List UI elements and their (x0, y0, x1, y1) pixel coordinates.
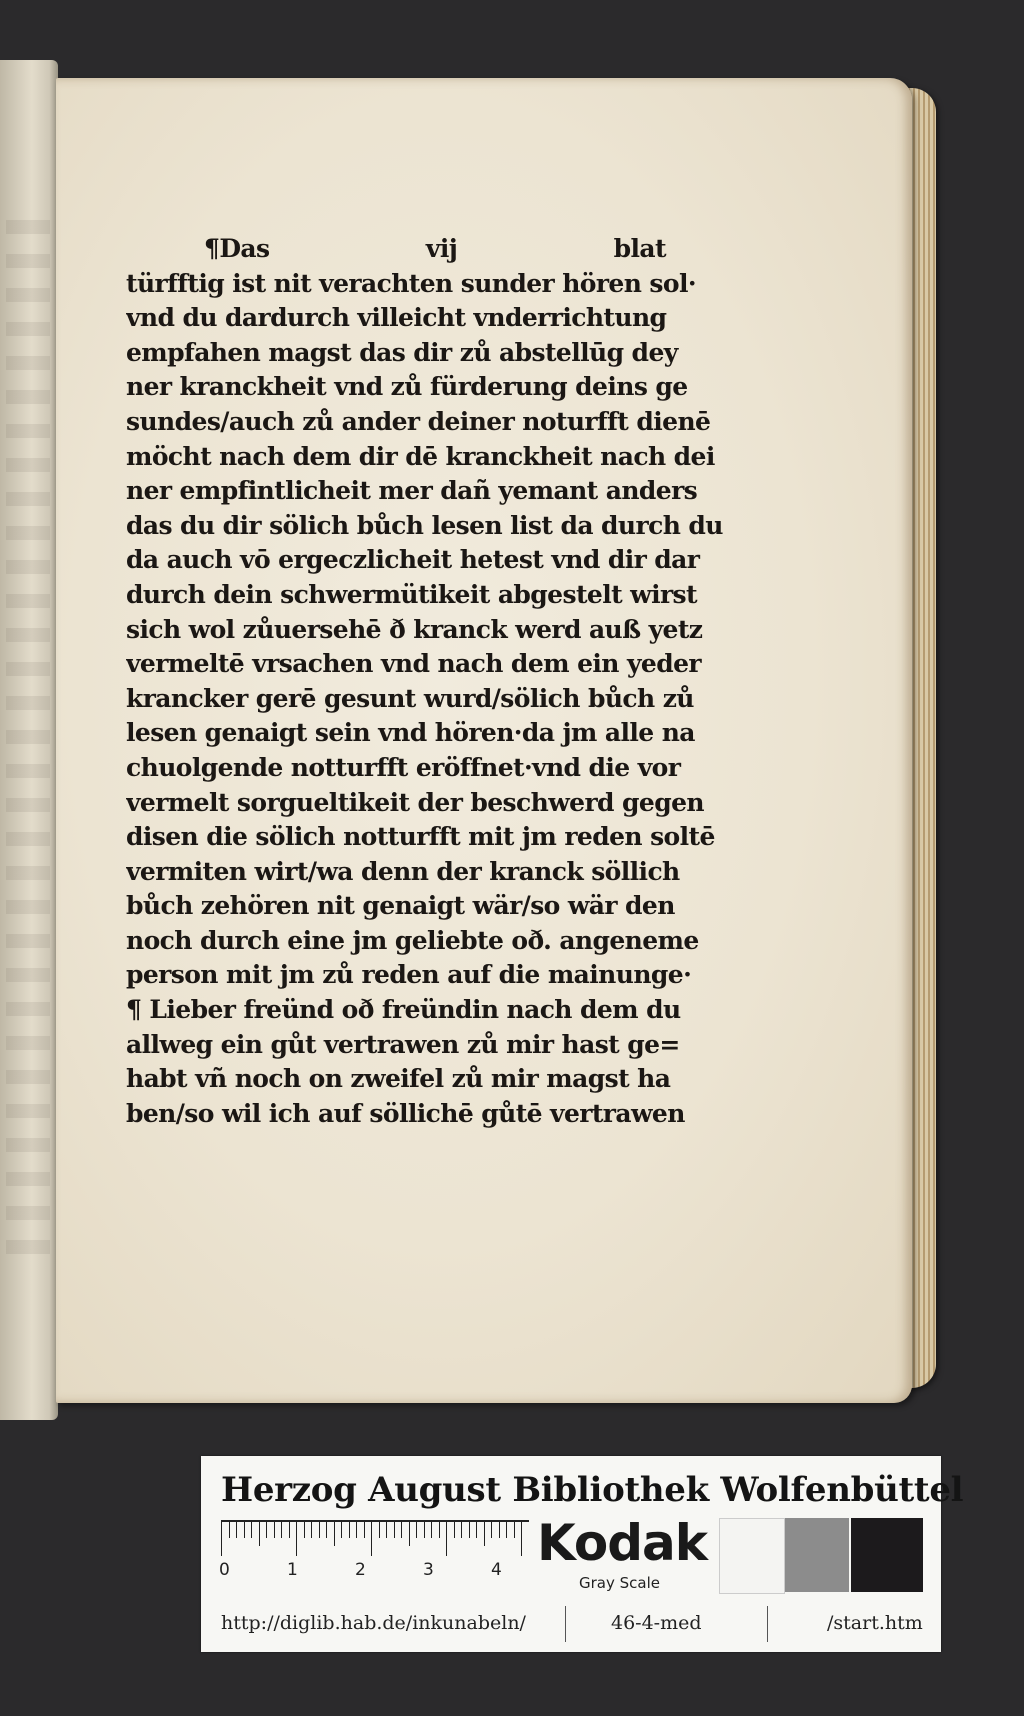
ruler-tick (356, 1520, 357, 1538)
ruler-tick (229, 1520, 230, 1538)
ruler-tick (251, 1520, 252, 1538)
text-line: durch dein schwermütikeit abgestelt wirst (126, 579, 697, 609)
ruler-tick (446, 1520, 447, 1556)
url-suffix: /start.htm (827, 1612, 923, 1634)
ruler-label: 3 (423, 1560, 434, 1580)
text-line: allweg ein gůt vertrawen zů mir hast ge= (126, 1029, 680, 1059)
text-line: das du dir sölich bůch lesen list da durch du (126, 510, 723, 540)
text-line: habt vñ noch on zweifel zů mir magst ha (126, 1064, 671, 1094)
text-line: disen die sölich notturfft mit jm reden soltē (126, 822, 715, 852)
text-line: möcht nach dem dir dē kranckheit nach dei (126, 441, 715, 471)
ruler-tick (409, 1520, 410, 1546)
facing-page-bleed-through (6, 220, 50, 1260)
kodak-logo: Kodak (537, 1514, 707, 1572)
ruler-tick (469, 1520, 470, 1538)
ruler-tick (506, 1520, 507, 1538)
ruler-tick (521, 1520, 522, 1556)
text-line: vnd du dardurch villeicht vnderrichtung (126, 303, 667, 333)
ruler-tick (349, 1520, 350, 1538)
ruler-tick (296, 1520, 297, 1556)
ruler-tick (364, 1520, 365, 1538)
ruler-tick (386, 1520, 387, 1538)
ruler-tick (259, 1520, 260, 1546)
ruler-tick (484, 1520, 485, 1546)
ruler-tick (274, 1520, 275, 1538)
ruler-tick (401, 1520, 402, 1538)
header-mid: vij (425, 234, 458, 263)
text-line: noch durch eine jm geliebte oð. angeneme (126, 925, 699, 955)
ruler-tick (416, 1520, 417, 1538)
text-line: sich wol zůuersehē ð kranck werd auß yetz (126, 614, 703, 644)
text-line: lesen genaigt sein vnd hören·da jm alle na (126, 718, 695, 748)
ruler-tick (514, 1520, 515, 1538)
url-divider-2 (767, 1606, 768, 1642)
text-line: sundes/auch zů ander deiner noturfft dienē (126, 406, 711, 436)
swatch-black (851, 1518, 923, 1592)
text-line: ¶ Lieber freünd oð freündin nach dem du (126, 995, 681, 1025)
ruler (221, 1520, 529, 1582)
ruler-tick (461, 1520, 462, 1538)
text-line: vermelt sorgueltikeit der beschwerd gegen (126, 787, 704, 817)
text-line: ben/so wil ich auf söllichē gůtē vertrawen (126, 1098, 685, 1128)
ruler-tick (289, 1520, 290, 1538)
header-left-word: Das (219, 234, 270, 263)
ruler-tick (476, 1520, 477, 1538)
page-text (126, 232, 736, 1131)
text-line: türfftig ist nit verachten sunder hören sol· (126, 268, 696, 298)
library-name: Herzog August Bibliothek Wolfenbüttel (221, 1470, 964, 1510)
ruler-tick (499, 1520, 500, 1538)
text-line: bůch zehören nit genaigt wär/so wär den (126, 891, 675, 921)
ruler-label: 4 (491, 1560, 502, 1580)
text-lines (126, 267, 736, 1132)
ruler-tick (334, 1520, 335, 1546)
header-right: blat (613, 234, 666, 263)
ruler-tick (304, 1520, 305, 1538)
color-target-card (201, 1456, 964, 1652)
ruler-tick (439, 1520, 440, 1538)
ruler-tick (371, 1520, 372, 1556)
ruler-tick (454, 1520, 455, 1538)
ruler-tick (326, 1520, 327, 1538)
header-left (204, 232, 269, 267)
ruler-tick (281, 1520, 282, 1538)
ruler-tick (379, 1520, 380, 1538)
text-line: krancker gerē gesunt wurd/sölich bůch zů (126, 683, 694, 713)
ruler-tick (244, 1520, 245, 1538)
url-base: http://diglib.hab.de/inkunabeln/ (221, 1612, 526, 1634)
text-line: vermiten wirt/wa denn der kranck söllich (126, 856, 680, 886)
ruler-tick (394, 1520, 395, 1538)
gray-scale-label: Gray Scale (579, 1574, 660, 1592)
text-line: empfahen magst das dir zů abstellūg dey (126, 337, 678, 367)
url-id: 46-4-med (611, 1612, 702, 1634)
text-line: person mit jm zů reden auf die mainunge· (126, 960, 692, 990)
ruler-label: 2 (355, 1560, 366, 1580)
text-line: ner empfintlicheit mer dañ yemant anders (126, 476, 698, 506)
ruler-tick (431, 1520, 432, 1538)
ruler-tick (341, 1520, 342, 1538)
ruler-tick (319, 1520, 320, 1538)
ruler-tick (491, 1520, 492, 1538)
facing-page-edge (0, 60, 58, 1420)
url-divider-1 (565, 1606, 566, 1642)
text-line: da auch vō ergeczlicheit hetest vnd dir dar (126, 545, 700, 575)
ruler-tick (266, 1520, 267, 1538)
ruler-label: 1 (287, 1560, 298, 1580)
ruler-tick (424, 1520, 425, 1538)
page-header (126, 232, 736, 267)
swatch-gray (785, 1518, 849, 1592)
text-line: vermeltē vrsachen vnd nach dem ein yeder (126, 649, 701, 679)
ruler-tick (221, 1520, 222, 1556)
swatch-white (719, 1518, 785, 1594)
ruler-tick (236, 1520, 237, 1538)
text-line: ner kranckheit vnd zů fürderung deins ge (126, 372, 688, 402)
pilcrow-icon: ¶ (204, 234, 220, 263)
ruler-tick (311, 1520, 312, 1538)
ruler-label: 0 (219, 1560, 230, 1580)
text-line: chuolgende notturfft eröffnet·vnd die vor (126, 752, 681, 782)
